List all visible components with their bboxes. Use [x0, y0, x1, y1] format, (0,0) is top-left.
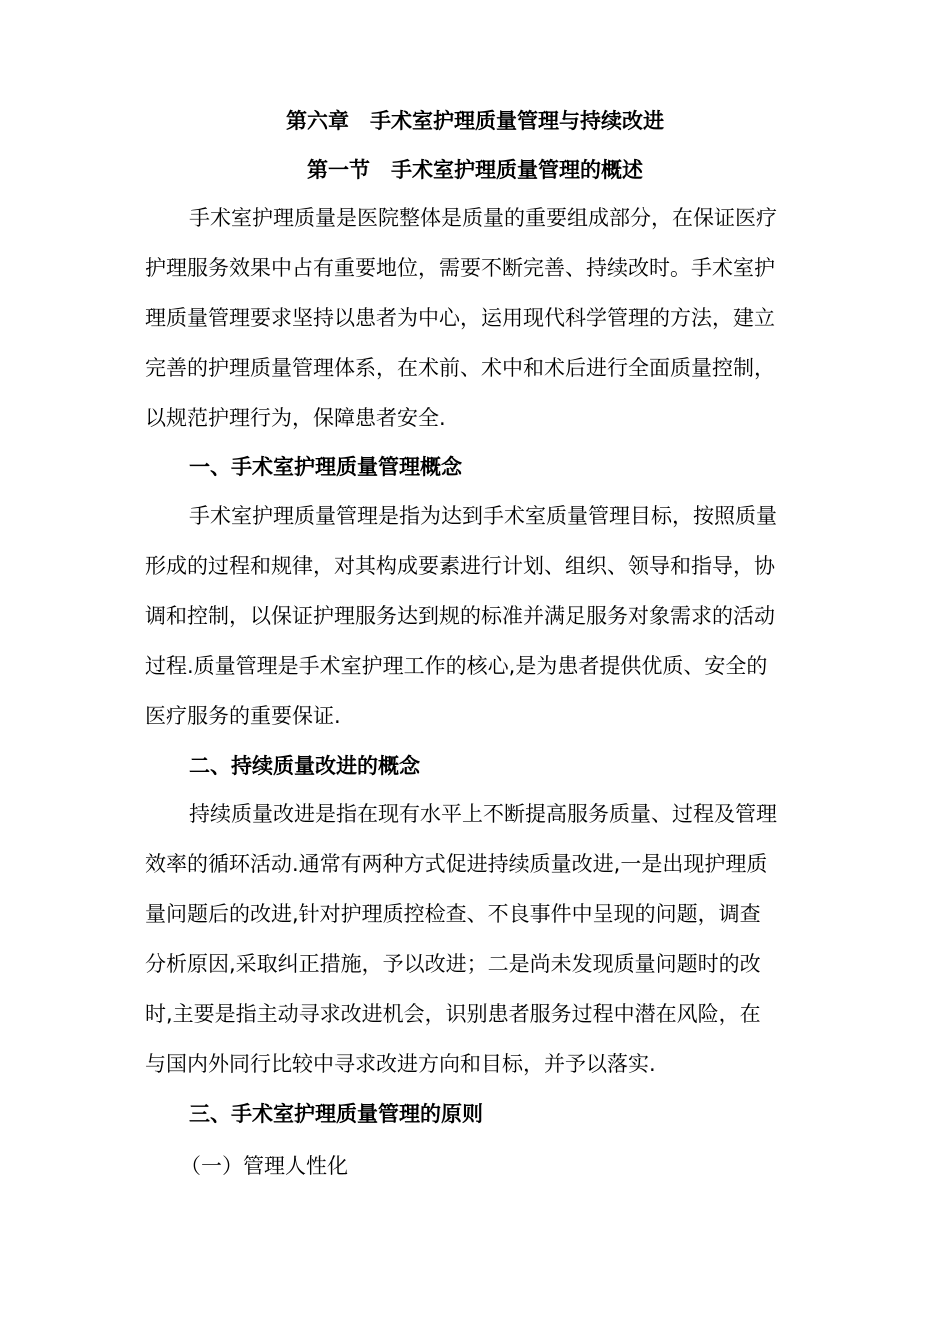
paragraph-line: 以规范护理行为，保障患者安全.: [145, 406, 446, 430]
paragraph-line: 量问题后的改进,针对护理质控检查、不良事件中呈现的问题，调查: [145, 902, 761, 926]
paragraph-line: 时,主要是指主动寻求改进机会，识别患者服务过程中潜在风险，在: [145, 1002, 761, 1026]
subheading-humanized: （一）管理人性化: [180, 1154, 348, 1178]
paragraph-line: 手术室护理质量是医院整体是质量的重要组成部分，在保证医疗: [189, 206, 777, 230]
heading-concept: 一、手术室护理质量管理概念: [189, 455, 462, 479]
heading-improvement: 二、持续质量改进的概念: [189, 754, 420, 778]
paragraph-line: 护理服务效果中占有重要地位，需要不断完善、持续改时。手术室护: [145, 256, 775, 280]
paragraph-line: 过程.质量管理是手术室护理工作的核心,是为患者提供优质、安全的: [145, 654, 768, 678]
intro-paragraph: [145, 193, 825, 443]
chapter-title: 第六章 手术室护理质量管理与持续改进: [286, 109, 664, 133]
concept-paragraph: [145, 491, 825, 741]
paragraph-line: 与国内外同行比较中寻求改进方向和目标，并予以落实.: [145, 1052, 656, 1076]
paragraph-line: 完善的护理质量管理体系，在术前、术中和术后进行全面质量控制，: [145, 356, 775, 380]
paragraph-line: 理质量管理要求坚持以患者为中心，运用现代科学管理的方法，建立: [145, 306, 775, 330]
paragraph-line: 分析原因,采取纠正措施，予以改进；二是尚未发现质量问题时的改: [145, 952, 761, 976]
paragraph-line: 手术室护理质量管理是指为达到手术室质量管理目标，按照质量: [189, 504, 777, 528]
improvement-paragraph: [145, 789, 825, 1089]
paragraph-line: 效率的循环活动.通常有两种方式促进持续质量改进,一是出现护理质: [145, 852, 768, 876]
paragraph-line: 调和控制，以保证护理服务达到规的标准并满足服务对象需求的活动: [145, 604, 775, 628]
paragraph-line: 医疗服务的重要保证.: [145, 704, 341, 728]
paragraph-line: 持续质量改进是指在现有水平上不断提高服务质量、过程及管理: [189, 802, 777, 826]
section-title: 第一节 手术室护理质量管理的概述: [307, 158, 643, 182]
paragraph-line: 形成的过程和规律，对其构成要素进行计划、组织、领导和指导，协: [145, 554, 775, 578]
heading-principles: 三、手术室护理质量管理的原则: [189, 1102, 483, 1126]
